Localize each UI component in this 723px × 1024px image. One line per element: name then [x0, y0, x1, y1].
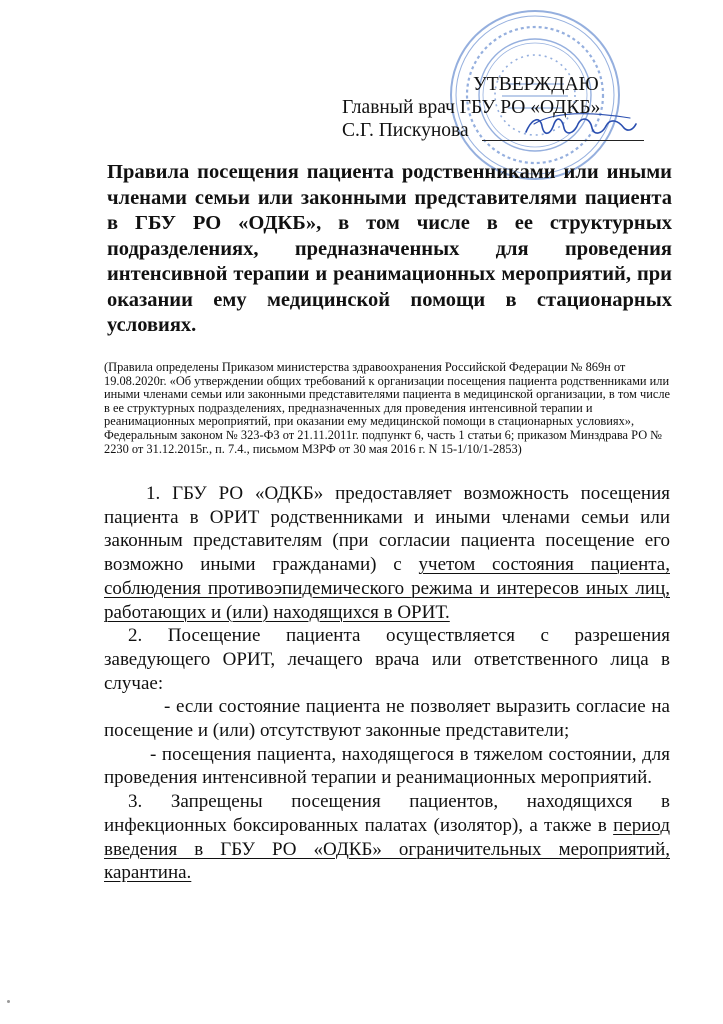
approver-name: С.Г. Пискунова	[342, 120, 469, 141]
approver-position: Главный врач ГБУ РО «ОДКБ»	[342, 97, 601, 118]
rule-item-1-text: 1. ГБУ РО «ОДКБ» предоставляет возможность посещения пациента в ОРИТ родственниками и иными членами семьи или законным представителям (при согласии пациента посещение его возможно иными гражданами) с	[104, 483, 670, 576]
rule-item-3-text: 3. Запрещены посещения пациентов, находящихся в инфекционных боксированных палатах (изолятор), а также в	[104, 791, 670, 836]
rule-item-3-underlined: период введения в ГБУ РО «ОДКБ» ограничительных мероприятий, карантина.	[104, 814, 670, 884]
legal-reference: (Правила определены Приказом министерства здравоохранения Российской Федерации № 869н от 19.08.2020г. «Об утверждении общих требований к организации посещения пациента родственниками или иными членами семьи или законными представителями пациента в медицинской организации, в том числе в ее структурных подразделениях, предназначенных для проведения интенсивной терапии и реанимационных мероприятий, при оказании ему медицинской помощи в стационарных условиях», Федеральным законом № 323-ФЗ от 21.11.2011г. подпункт 6, часть 1 статьи 6; приказом Минздрава РО № 2230 от 31.12.2015г., п. 7.4., письмом МЗРФ от 30 мая 2016 г. N 15-1/10/1-2853)	[104, 360, 671, 456]
approve-label: УТВЕРЖДАЮ	[473, 74, 599, 95]
document-title: Правила посещения пациента родственниками или иными членами семьи или законными представителями пациента в ГБУ РО «ОДКБ», в том числе в ее структурных подразделениях, предназначенных для проведения интенсивной терапии и реанимационных мероприятий, при оказании ему медицинской помощи в стационарных условиях.	[107, 161, 672, 336]
rules-body	[104, 482, 670, 885]
signature-line	[482, 140, 644, 141]
rule-item-3	[104, 790, 670, 885]
rule-item-2-condition-1: - если состояние пациента не позволяет выразить согласие на посещение и (или) отсутствуют законные представители;	[104, 696, 670, 742]
rule-item-1	[104, 482, 670, 624]
scan-edge-mark	[7, 1000, 10, 1003]
rule-item-2: 2. Посещение пациента осуществляется с разрешения заведующего ОРИТ, лечащего врача или ответственного лица в случае:	[104, 625, 670, 694]
rule-item-1-underlined: учетом состояния пациента, соблюдения противоэпидемического режима и интересов иных лиц, работающих и (или) находящихся в ОРИТ.	[104, 554, 670, 623]
rule-item-2-condition-2: - посещения пациента, находящегося в тяжелом состоянии, для проведения интенсивной терапии и реанимационных мероприятий.	[104, 743, 670, 789]
